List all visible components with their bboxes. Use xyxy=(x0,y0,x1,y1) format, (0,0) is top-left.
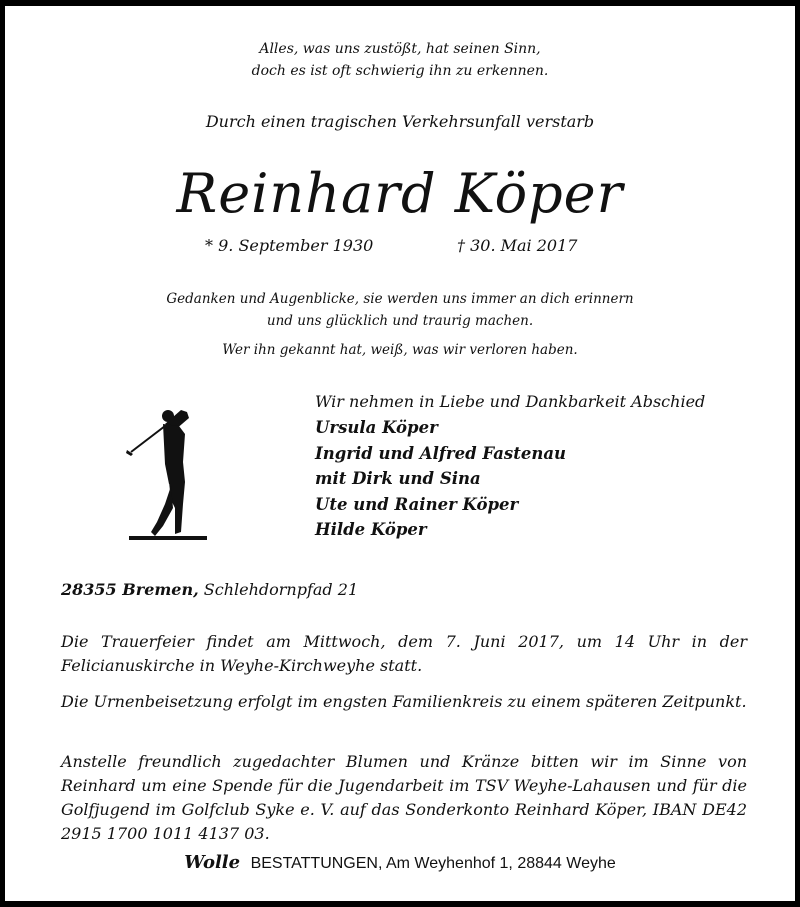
funeral-service-paragraph: Die Trauerfeier findet am Mittwoch, dem 7. Juni 2017, um 14 Uhr in der Felicianuskirche in Weyhe-Kirchweyhe statt. xyxy=(61,632,747,675)
donation-paragraph: Anstelle freundlich zugedachter Blumen und Kränze bitten wir im Sinne von Reinhard um eine Spende für die Jugendarbeit im TSV Weyhe-Lahausen und für die Golfjugend im Golfclub Syke e. V. auf das Sonderkonto Reinhard Köper, IBAN DE42 2915 1700 1011 4137 03. xyxy=(61,752,747,843)
quote-line-3: Wer ihn gekannt hat, weiß, was wir verloren haben. xyxy=(222,342,578,358)
birth-date: * 9. September 1930 xyxy=(205,236,374,255)
funeral-home-text: BESTATTUNGEN, Am Weyhenhof 1, 28844 Weyhe xyxy=(250,855,616,872)
address-city: 28355 Bremen, xyxy=(61,580,199,599)
quote-line-1: Gedanken und Augenblicke, sie werden uns immer an dich erinnern xyxy=(166,291,634,307)
death-date: † 30. Mai 2017 xyxy=(457,236,578,255)
intro-text: Durch einen tragischen Verkehrsunfall verstarb xyxy=(205,112,595,131)
motto-line-1: Alles, was uns zustößt, hat seinen Sinn, xyxy=(259,41,541,57)
mourner-name: Hilde Köper xyxy=(315,520,427,539)
funeral-home-logo: Wolle xyxy=(184,852,241,873)
mourner-name: mit Dirk und Sina xyxy=(315,469,481,488)
quote-line-2: und uns glücklich und traurig machen. xyxy=(266,313,534,329)
motto xyxy=(5,38,795,82)
mourners-lead: Wir nehmen in Liebe und Dankbarkeit Abschied xyxy=(315,392,706,411)
deceased-name: Reinhard Köper xyxy=(176,162,624,225)
mourners-block xyxy=(315,392,705,543)
golfer-silhouette-icon xyxy=(125,404,211,542)
motto-line-2: doch es ist oft schwierig ihn zu erkennen. xyxy=(251,63,549,79)
funeral-home-footer xyxy=(5,852,795,873)
address xyxy=(61,580,358,599)
urn-burial-paragraph: Die Urnenbeisetzung erfolgt im engsten Familienkreis zu einem späteren Zeitpunkt. xyxy=(61,692,747,711)
memorial-quote xyxy=(5,288,795,332)
mourner-name: Ute und Rainer Köper xyxy=(315,494,519,514)
mourner-name: Ingrid und Alfred Fastenau xyxy=(315,443,567,463)
mourner-name: Ursula Köper xyxy=(315,418,438,437)
address-street: Schlehdornpfad 21 xyxy=(203,580,359,599)
